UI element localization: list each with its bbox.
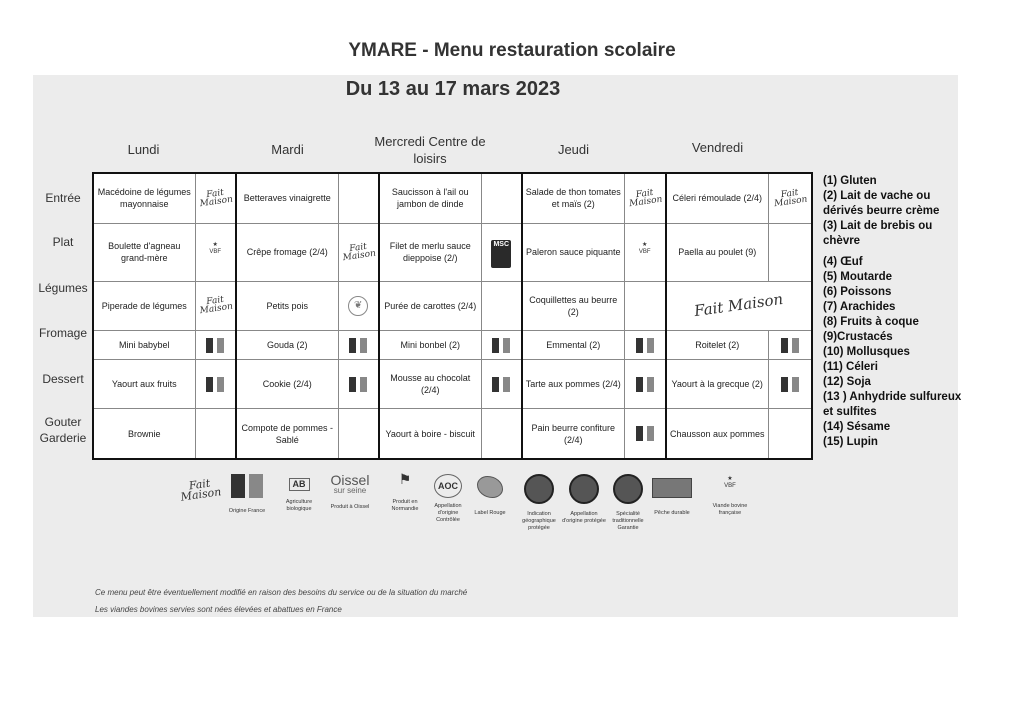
peche-durable-icon: [652, 478, 692, 498]
aoc-legend: AOC Appellation d'origine Contrôlée: [428, 474, 468, 524]
empty-icon-cell: [338, 409, 379, 459]
row-label-entree: Entrée: [45, 191, 81, 205]
page-title: YMARE - Menu restauration scolaire: [348, 40, 676, 61]
label-rouge-legend: Label Rouge: [472, 476, 508, 517]
origine-france-icon: [624, 331, 666, 360]
viande-bovine-francaise-icon: ★ VBF: [624, 223, 666, 281]
menu-cell: Boulette d'agneau grand-mère: [93, 223, 195, 281]
empty-icon-cell: [768, 223, 812, 281]
allergen-item: (2) Lait de vache ou dérivés beurre crème: [823, 190, 940, 217]
day-header-mercredi: Mercredi Centre de loisirs: [374, 134, 486, 166]
row-label-dessert: Dessert: [42, 372, 84, 386]
peche-durable-legend: Pêche durable: [650, 478, 694, 517]
menu-cell: Saucisson à l'ail ou jambon de dinde: [379, 173, 481, 223]
menu-cell: Purée de carottes (2/4): [379, 281, 481, 330]
footer-note: Les viandes bovines servies sont nées élevées et abattues en France: [95, 605, 342, 614]
menu-row-dessert: [93, 360, 812, 409]
origine-france-icon: [624, 409, 666, 459]
menu-cell: Gouda (2): [236, 331, 338, 360]
label-legend: [179, 471, 780, 544]
menu-cell: Compote de pommes - Sablé: [236, 409, 338, 459]
menu-cell: Pain beurre confiture (2/4): [522, 409, 624, 459]
allergen-item: (5) Moutarde: [823, 271, 892, 283]
menu-cell: Betteraves vinaigrette: [236, 173, 338, 223]
allergen-item: (12) Soja: [823, 376, 871, 388]
allergen-list: [823, 174, 963, 450]
origine-france-icon: [338, 331, 379, 360]
aoc-icon: AOC: [434, 474, 462, 498]
menu-cell: Yaourt à la grecque (2): [666, 360, 768, 409]
igp-seal-icon: [524, 474, 554, 504]
allergen-item: (13 ) Anhydride sulfureux et sulfites: [823, 391, 962, 418]
menu-cell: Macédoine de légumes mayonnaise: [93, 173, 195, 223]
aop-legend: Appellation d'origine protégée: [562, 474, 606, 525]
allergen-item: (1) Gluten: [823, 175, 877, 187]
menu-row-plat: [93, 223, 812, 281]
menu-cell: Petits pois: [236, 281, 338, 330]
footer-note: Ce menu peut être éventuellement modifié en raison des besoins du service ou de la situation du marché: [95, 588, 468, 597]
allergen-item: (7) Arachides: [823, 301, 896, 313]
origine-france-icon: [481, 331, 522, 360]
origine-france-icon: [195, 331, 236, 360]
allergen-item: (14) Sésame: [823, 421, 891, 433]
aop-seal-icon: [569, 474, 599, 504]
msc-icon: MSC: [481, 223, 522, 281]
allergen-item: (4) Œuf: [823, 256, 863, 268]
menu-cell: Yaourt à boire - biscuit: [379, 409, 481, 459]
day-header-vendredi: Vendredi: [691, 140, 744, 155]
origine-france-icon: [768, 360, 812, 409]
empty-icon-cell: [481, 281, 522, 330]
stg-seal-icon: [613, 474, 643, 504]
menu-row-entree: [93, 173, 812, 223]
origine-france-icon: [624, 360, 666, 409]
menu-row-gouter: [93, 409, 812, 459]
fait-maison-logo-icon: Fait Maison: [179, 476, 223, 504]
day-header-lundi: Lundi: [127, 142, 160, 157]
allergen-item: (10) Mollusques: [823, 346, 910, 358]
menu-cell: Tarte aux pommes (2/4): [522, 360, 624, 409]
row-label-fromage: Fromage: [38, 326, 88, 340]
igp-legend: Indication géographique protégée: [516, 474, 562, 532]
empty-icon-cell: [481, 409, 522, 459]
day-header-jeudi: Jeudi: [557, 142, 590, 157]
empty-icon-cell: [338, 173, 379, 223]
agriculture-bio-legend: AB Agriculture biologique: [285, 479, 313, 512]
allergen-item: (8) Fruits à coque: [823, 316, 919, 328]
menu-cell: Paella au poulet (9): [666, 223, 768, 281]
fait-maison-icon: Fait Maison: [338, 223, 379, 281]
origine-france-icon: [481, 360, 522, 409]
menu-cell: Chausson aux pommes: [666, 409, 768, 459]
menu-cell: Filet de merlu sauce dieppoise (2/): [379, 223, 481, 281]
menu-cell: Mousse au chocolat (2/4): [379, 360, 481, 409]
empty-icon-cell: [624, 281, 666, 330]
menu-cell: Coquillettes au beurre (2): [522, 281, 624, 330]
viande-bovine-francaise-icon: ★ VBF: [195, 223, 236, 281]
stg-legend: Spécialité traditionnelle Garantie: [606, 474, 650, 532]
allergen-item: (15) Lupin: [823, 436, 878, 448]
leaf-icon: ❦: [338, 281, 379, 330]
day-header-mardi: Mardi: [271, 142, 304, 157]
produit-normandie-legend: ⚑ Produit en Normandie: [391, 471, 419, 512]
origine-france-icon: [768, 331, 812, 360]
menu-cell: Mini bonbel (2): [379, 331, 481, 360]
fait-maison-icon: Fait Maison: [195, 173, 236, 223]
allergen-item: (9)Crustacés: [823, 331, 893, 343]
fait-maison-large-icon: Fait Maison: [666, 281, 812, 330]
oissel-logo-icon: Oissel: [330, 472, 370, 488]
row-label-legumes: Légumes: [38, 281, 88, 295]
fait-maison-icon: Fait Maison: [624, 173, 666, 223]
oissel-legend: Oissel sur seine Produit à Oissel: [322, 474, 378, 511]
menu-cell: Paleron sauce piquante: [522, 223, 624, 281]
viande-bovine-legend: ★ VBF Viande bovine française: [712, 476, 748, 516]
menu-cell: Céleri rémoulade (2/4): [666, 173, 768, 223]
fait-maison-icon: Fait Maison: [195, 281, 236, 330]
menu-cell: Piperade de légumes: [93, 281, 195, 330]
row-label-gouter: Gouter Garderie: [39, 415, 87, 445]
origine-france-icon: [195, 360, 236, 409]
origine-france-legend: Origine France: [222, 474, 272, 515]
empty-icon-cell: [481, 173, 522, 223]
menu-cell: Emmental (2): [522, 331, 624, 360]
menu-table: [92, 172, 813, 460]
empty-icon-cell: [195, 409, 236, 459]
menu-cell: Brownie: [93, 409, 195, 459]
allergen-item: (3) Lait de brebis ou chèvre: [823, 220, 933, 247]
row-label-plat: Plat: [52, 235, 74, 249]
menu-cell: Salade de thon tomates et maïs (2): [522, 173, 624, 223]
ab-icon: AB: [289, 478, 310, 491]
menu-row-legumes: [93, 281, 812, 330]
fait-maison-icon: Fait Maison: [768, 173, 812, 223]
menu-cell: Mini babybel: [93, 331, 195, 360]
menu-cell: Roitelet (2): [666, 331, 768, 360]
label-rouge-icon: [477, 476, 503, 498]
allergen-item: (6) Poissons: [823, 286, 892, 298]
menu-cell: Cookie (2/4): [236, 360, 338, 409]
vbf-star-icon: ★ VBF: [724, 476, 736, 489]
menu-row-fromage: [93, 331, 812, 360]
origine-france-icon: [338, 360, 379, 409]
empty-icon-cell: [768, 409, 812, 459]
menu-cell: Crêpe fromage (2/4): [236, 223, 338, 281]
menu-cell: Yaourt aux fruits: [93, 360, 195, 409]
allergen-item: (11) Céleri: [823, 361, 878, 373]
date-range: Du 13 au 17 mars 2023: [345, 78, 561, 100]
normandie-icon: ⚑: [398, 471, 412, 487]
